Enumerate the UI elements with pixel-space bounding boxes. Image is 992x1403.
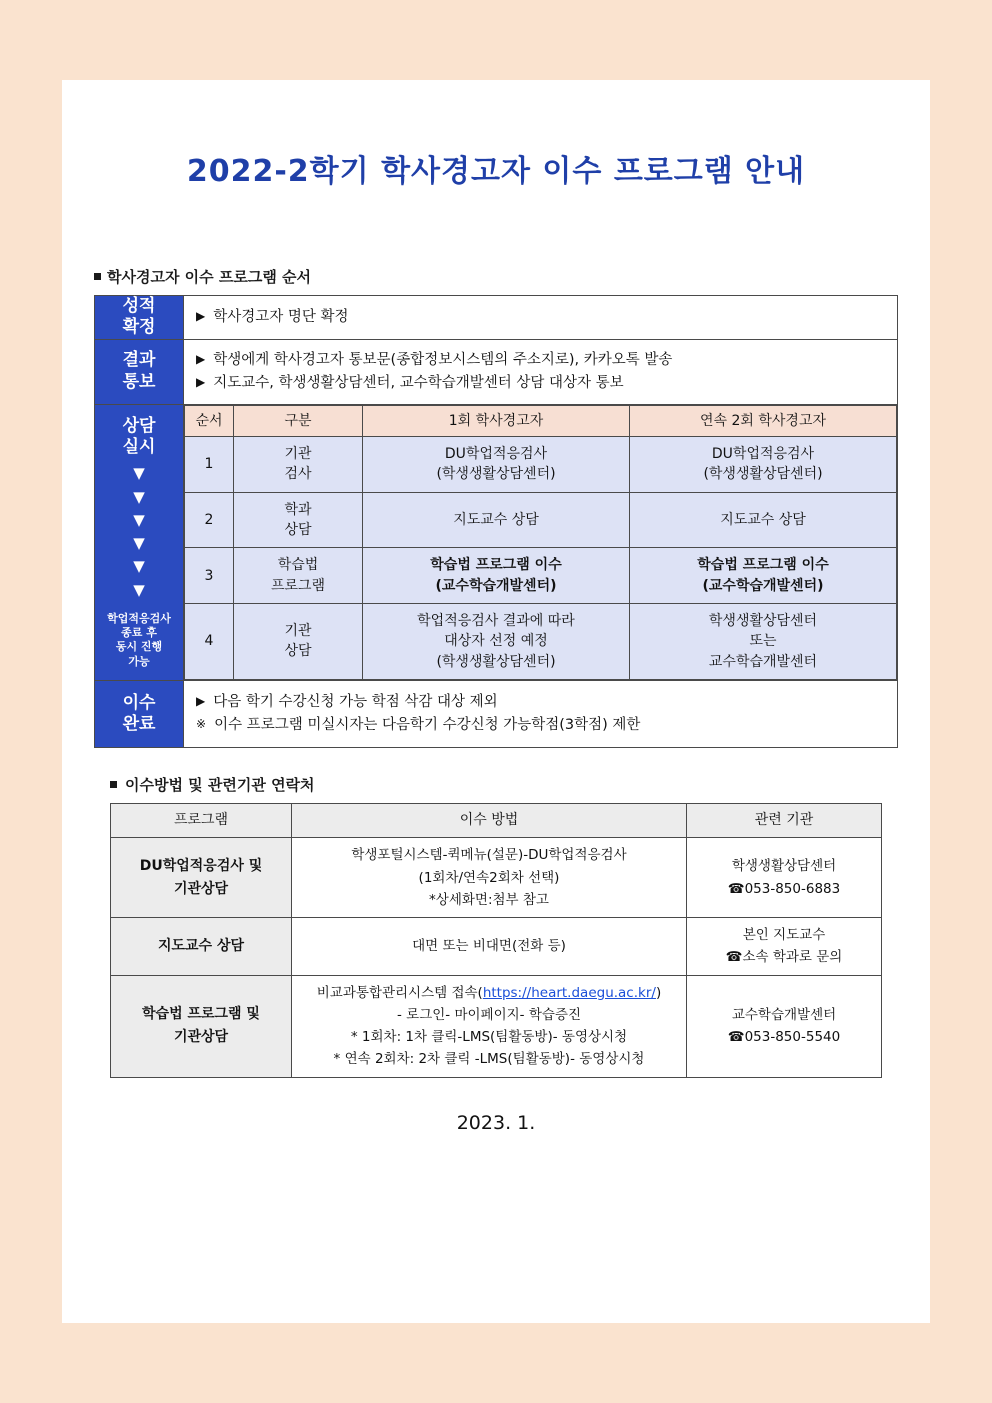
cell-program (111, 975, 292, 1077)
stage-notify-line1: 결과 (122, 350, 156, 371)
cell-first-line2: (학생생활상담센터) (436, 466, 556, 483)
cell-first-line2: 대상자 선정 예정 (444, 633, 548, 650)
cell-first-line1: 학습법 프로그램 이수 (430, 557, 562, 574)
cell-first-line1: 학업적응검사 결과에 따라 (417, 612, 575, 629)
cell-second-line3: 교수학습개발센터 (708, 653, 818, 670)
cell-program-line1: DU학업적응검사 및 (139, 857, 263, 874)
table-row (111, 838, 882, 918)
stage-grade-line2: 확정 (122, 317, 156, 338)
cell-category-line1: 학습법 (277, 557, 319, 574)
table-row (185, 603, 897, 679)
consult-note-line2: 종료 후 (121, 626, 157, 640)
cell-second-line1: 학습법 프로그램 이수 (697, 557, 829, 574)
flow-cell-notify-content (184, 339, 898, 404)
stage-complete-line2: 완료 (122, 714, 156, 735)
down-arrows-icon: ▼ ▼ ▼ ▼ ▼ ▼ (133, 464, 145, 599)
cell-method-line4: * 연속 2회차: 2차 클릭 -LMS(팀활동방)- 동영상시청 (333, 1051, 645, 1068)
cell-category (234, 603, 363, 679)
cell-category-line2: 검사 (284, 466, 312, 483)
cell-first-line1: DU학업적응검사 (444, 446, 548, 463)
stage-result-notify (95, 339, 184, 404)
document-date: 2023. 1. (456, 1111, 536, 1134)
section-heading-contacts-label: 이수방법 및 관련기관 연락처 (125, 776, 315, 795)
cell-program-line2: 기관상담 (173, 1029, 229, 1046)
reference-mark-icon: ※ (196, 717, 207, 732)
cell-second-warning (630, 437, 897, 493)
complete-text-1: 다음 학기 수강신청 가능 학점 삭감 대상 제외 (213, 693, 498, 710)
header-method: 이수 방법 (292, 804, 687, 838)
cell-organization (687, 975, 882, 1077)
stage-consult-line1: 상담 (122, 415, 156, 436)
cell-order: 2 (185, 492, 234, 548)
cell-method-line2: - 로그인- 마이페이지- 학습증진 (397, 1006, 581, 1023)
stage-consult (95, 404, 184, 680)
program-flow-table (94, 295, 898, 748)
cell-first-warning (363, 603, 630, 679)
table-row (111, 975, 882, 1077)
cell-org-line1: 본인 지도교수 (742, 927, 826, 944)
notify-bullet-row-1 (196, 349, 885, 372)
header-second-warning: 연속 2회 학사경고자 (630, 405, 897, 436)
stage-grade-line1: 성적 (122, 296, 156, 316)
cell-first-line2: (교수학습개발센터) (435, 577, 557, 594)
cell-org-phone: ☎053-850-6883 (727, 880, 841, 897)
cell-program: 지도교수 상담 (111, 918, 292, 976)
cell-organization (687, 838, 882, 918)
header-category: 구분 (234, 405, 363, 436)
cell-first-warning: 지도교수 상담 (363, 492, 630, 548)
cell-method-line3: *상세화면:첨부 참고 (429, 891, 549, 908)
cell-second-warning: 지도교수 상담 (630, 492, 897, 548)
flow-row-grade (95, 296, 898, 340)
cell-org-line1: 교수학습개발센터 (731, 1006, 837, 1023)
header-organization: 관련 기관 (687, 804, 882, 838)
cell-second-line1: DU학업적응검사 (711, 446, 815, 463)
cell-method (292, 975, 687, 1077)
grade-text: 학사경고자 명단 확정 (213, 308, 349, 325)
cell-second-warning (630, 603, 897, 679)
flow-cell-complete-content (184, 680, 898, 747)
cell-program (111, 838, 292, 918)
table-row (111, 918, 882, 976)
cell-category-line1: 기관 (284, 446, 312, 463)
cell-organization (687, 918, 882, 976)
notify-text-2: 지도교수, 학생생활상담센터, 교수학습개발센터 상담 대상자 통보 (213, 374, 624, 391)
square-bullet-icon (94, 273, 101, 280)
cell-first-warning (363, 548, 630, 604)
section-heading-program-order (94, 266, 930, 287)
triangle-right-icon: ▶ (196, 308, 206, 323)
cell-method (292, 838, 687, 918)
triangle-right-icon: ▶ (196, 351, 206, 366)
flow-row-complete (95, 680, 898, 747)
heart-system-link[interactable]: https://heart.daegu.ac.kr/ (482, 984, 656, 1001)
flow-row-consult (95, 404, 898, 680)
cell-category-line2: 상담 (284, 643, 312, 660)
table-row (185, 437, 897, 493)
cell-org-phone: ☎053-850-5540 (727, 1029, 841, 1046)
cell-org-phone: ☎소속 학과로 문의 (725, 949, 843, 966)
table-row (185, 492, 897, 548)
complete-bullet-row-1 (196, 691, 885, 714)
complete-bullet-row-2 (196, 714, 885, 737)
consult-note-line4: 가능 (128, 654, 150, 668)
cell-second-warning (630, 548, 897, 604)
section-heading-contacts (110, 774, 930, 795)
cell-program-line1: 학습법 프로그램 및 (142, 1006, 260, 1023)
complete-text-2: 이수 프로그램 미실시자는 다음학기 수강신청 가능학점(3학점) 제한 (214, 717, 641, 734)
flow-cell-grade-content (184, 296, 898, 340)
header-order: 순서 (185, 405, 234, 436)
cell-method-line1-wrap: 비교과통합관리시스템 접속(https://heart.daegu.ac.kr/) (316, 984, 662, 1001)
cell-method: 대면 또는 비대면(전화 등) (292, 918, 687, 976)
cell-category-line2: 상담 (284, 522, 312, 539)
stage-complete (95, 680, 184, 747)
cell-second-line2: (교수학습개발센터) (702, 577, 824, 594)
triangle-right-icon: ▶ (196, 693, 206, 708)
cell-first-line3: (학생생활상담센터) (436, 653, 556, 670)
grade-bullet-row (196, 306, 885, 329)
cell-order: 3 (185, 548, 234, 604)
cell-method-line3: * 1회차: 1차 클릭-LMS(팀활동방)- 동영상시청 (350, 1029, 628, 1046)
header-first-warning: 1회 학사경고자 (363, 405, 630, 436)
table-row (185, 548, 897, 604)
cell-category-line1: 학과 (284, 501, 312, 518)
consult-note-line1: 학업적응검사 (107, 611, 171, 625)
consult-table-header-row (185, 405, 897, 436)
complete-content-box (184, 681, 897, 747)
document-page (62, 80, 930, 1323)
cell-second-line2: (학생생활상담센터) (703, 466, 823, 483)
consult-detail-table (184, 405, 897, 680)
contact-header-row (111, 804, 882, 838)
cell-second-line1: 학생생활상담센터 (708, 612, 818, 629)
square-bullet-icon (110, 781, 117, 788)
grade-content-box (184, 297, 897, 338)
consult-note-line3: 동시 진행 (115, 640, 163, 654)
cell-category (234, 437, 363, 493)
stage-consult-line2: 실시 (122, 437, 156, 458)
cell-order: 4 (185, 603, 234, 679)
cell-category-line1: 기관 (284, 623, 312, 640)
triangle-right-icon: ▶ (196, 374, 206, 389)
stage-consult-note (95, 612, 183, 669)
cell-org-line1: 학생생활상담센터 (731, 858, 837, 875)
cell-method-line1: 학생포털시스템-퀵메뉴(설문)-DU학업적응검사 (351, 847, 627, 864)
cell-first-warning (363, 437, 630, 493)
cell-method-line2: (1회차/연속2회차 선택) (418, 869, 560, 886)
contact-table (110, 803, 882, 1077)
section-heading-label: 학사경고자 이수 프로그램 순서 (107, 268, 312, 286)
cell-order: 1 (185, 437, 234, 493)
stage-notify-line2: 통보 (122, 371, 156, 392)
notify-text-1: 학생에게 학사경고자 통보문(종합정보시스템의 주소지로), 카카오톡 발송 (213, 351, 673, 368)
flow-row-notify (95, 339, 898, 404)
flow-cell-consult-content (184, 404, 898, 680)
header-program: 프로그램 (111, 804, 292, 838)
notify-content-box (184, 340, 897, 404)
stage-complete-line1: 이수 (122, 692, 156, 713)
stage-grade-confirm (95, 296, 184, 340)
cell-category-line2: 프로그램 (270, 577, 326, 594)
page-title: 2022-2학기 학사경고자 이수 프로그램 안내 (186, 154, 806, 189)
cell-second-line2: 또는 (749, 633, 777, 650)
notify-bullet-row-2 (196, 372, 885, 395)
cell-category (234, 548, 363, 604)
cell-category (234, 492, 363, 548)
cell-program-line2: 기관상담 (173, 880, 229, 897)
